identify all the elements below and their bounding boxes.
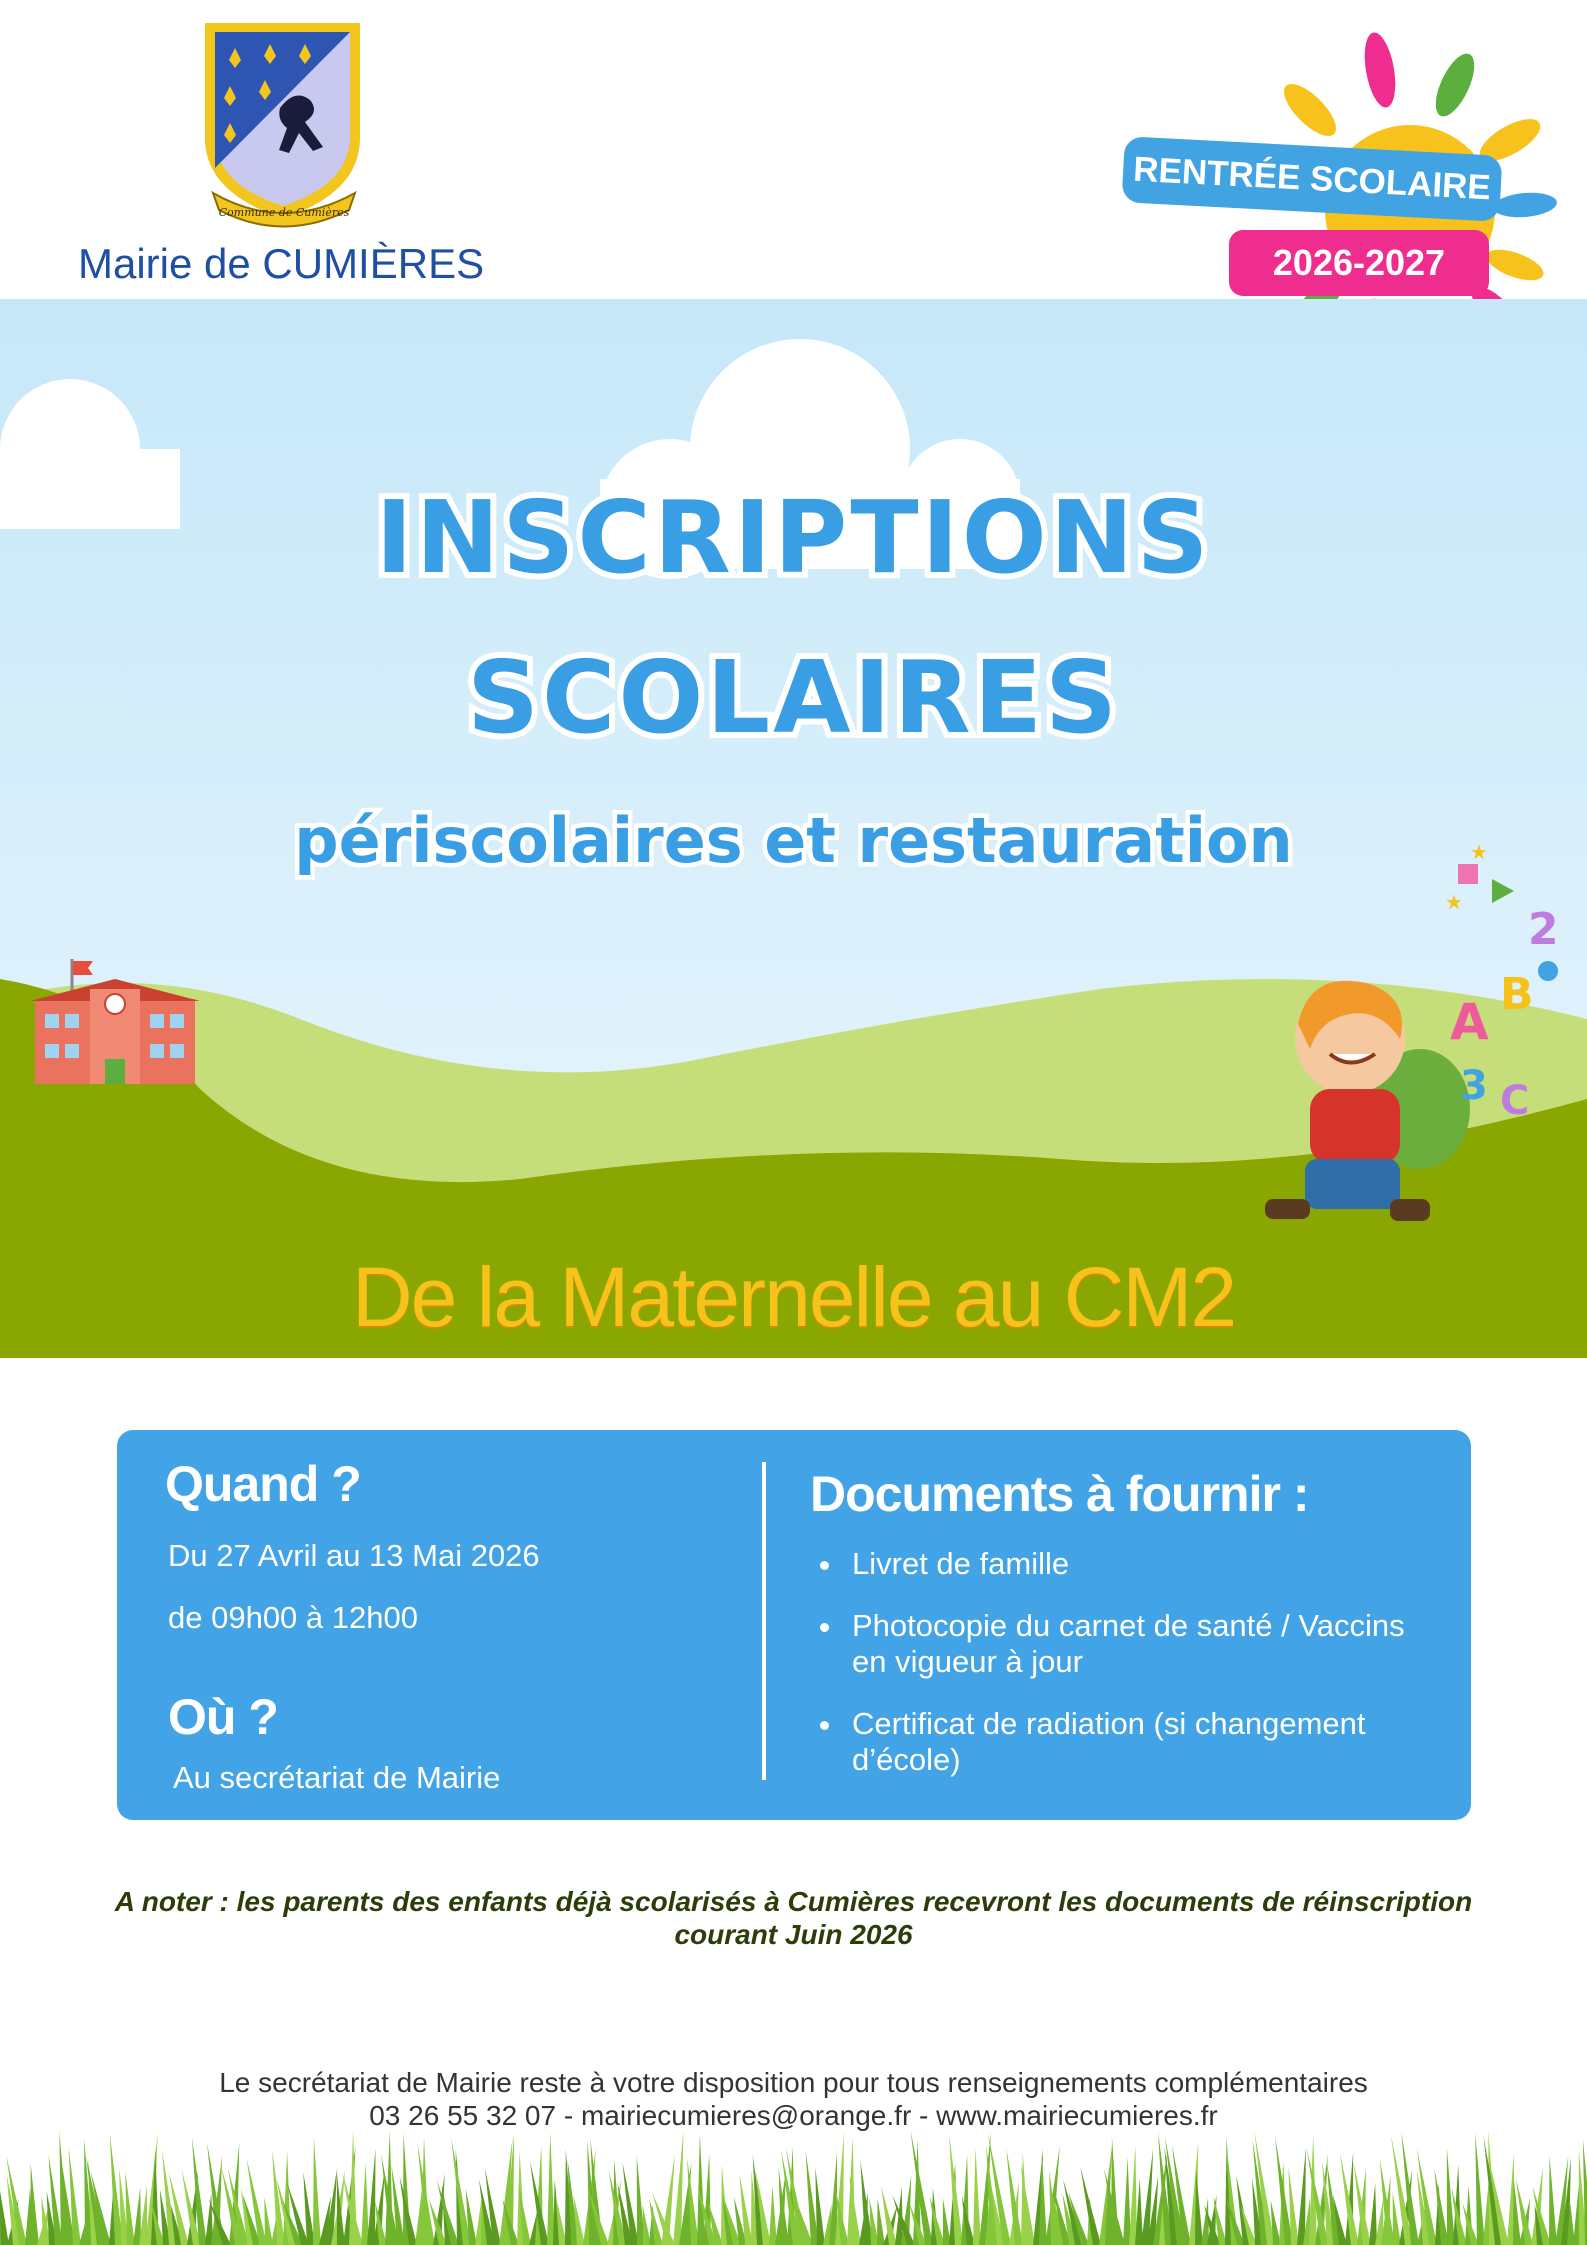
subtitle: périscolaires et restauration <box>294 804 1293 877</box>
where-heading: Où ? <box>168 1689 278 1745</box>
school-levels: De la Maternelle au CM2 <box>351 1250 1236 1344</box>
footer-info-line: Le secrétariat de Mairie reste à votre disposition pour tous renseignements complémentaires <box>219 2067 1368 2098</box>
opening-hours: de 09h00 à 12h00 <box>168 1600 418 1635</box>
footer-contact-line <box>0 2100 1587 2132</box>
grass-decoration <box>0 2130 1587 2245</box>
school-year-label: 2026-2027 <box>1229 230 1489 296</box>
document-item: Certificat de radiation (si changement d’école) <box>820 1706 1420 1778</box>
svg-text:B: B <box>1500 969 1534 1020</box>
footer-separator: - <box>911 2100 937 2131</box>
phone-number[interactable]: 03 26 55 32 07 <box>369 2100 557 2131</box>
email-link[interactable]: mairiecumieres@orange.fr <box>580 2100 912 2131</box>
registration-location: Au secrétariat de Mairie <box>173 1760 501 1795</box>
when-heading: Quand ? <box>165 1456 361 1512</box>
svg-text:A: A <box>1450 993 1489 1051</box>
commune-crest-logo <box>195 18 375 233</box>
rentree-scolaire-label: RENTRÉE SCOLAIRE <box>1122 136 1503 222</box>
svg-text:3: 3 <box>1460 1063 1488 1109</box>
crest-motto: Commune de Cumières <box>218 206 350 219</box>
reinscription-note: A noter : les parents des enfants déjà scolarisés à Cumières recevront les documents de réinscription courant Juin 2026 <box>114 1886 1473 1950</box>
title-line-1: INSCRIPTIONS <box>375 479 1212 596</box>
svg-text:C: C <box>1500 1078 1530 1124</box>
website-link[interactable]: www.mairiecumieres.fr <box>936 2100 1218 2131</box>
documents-heading: Documents à fournir : <box>810 1466 1309 1522</box>
document-item: Photocopie du carnet de santé / Vaccins en vigueur à jour <box>820 1608 1420 1680</box>
document-item: Livret de famille <box>820 1546 1420 1582</box>
documents-list <box>820 1546 1420 1804</box>
footer-separator: - <box>556 2100 581 2131</box>
hero-banner <box>0 299 1587 1358</box>
svg-text:2: 2 <box>1528 904 1559 955</box>
svg-text:★: ★ <box>1470 840 1488 864</box>
registration-dates: Du 27 Avril au 13 Mai 2026 <box>168 1538 540 1573</box>
title-line-2: SCOLAIRES <box>466 639 1121 756</box>
svg-text:★: ★ <box>1445 890 1463 914</box>
info-divider <box>762 1462 766 1780</box>
mairie-name: Mairie de CUMIÈRES <box>78 240 485 287</box>
